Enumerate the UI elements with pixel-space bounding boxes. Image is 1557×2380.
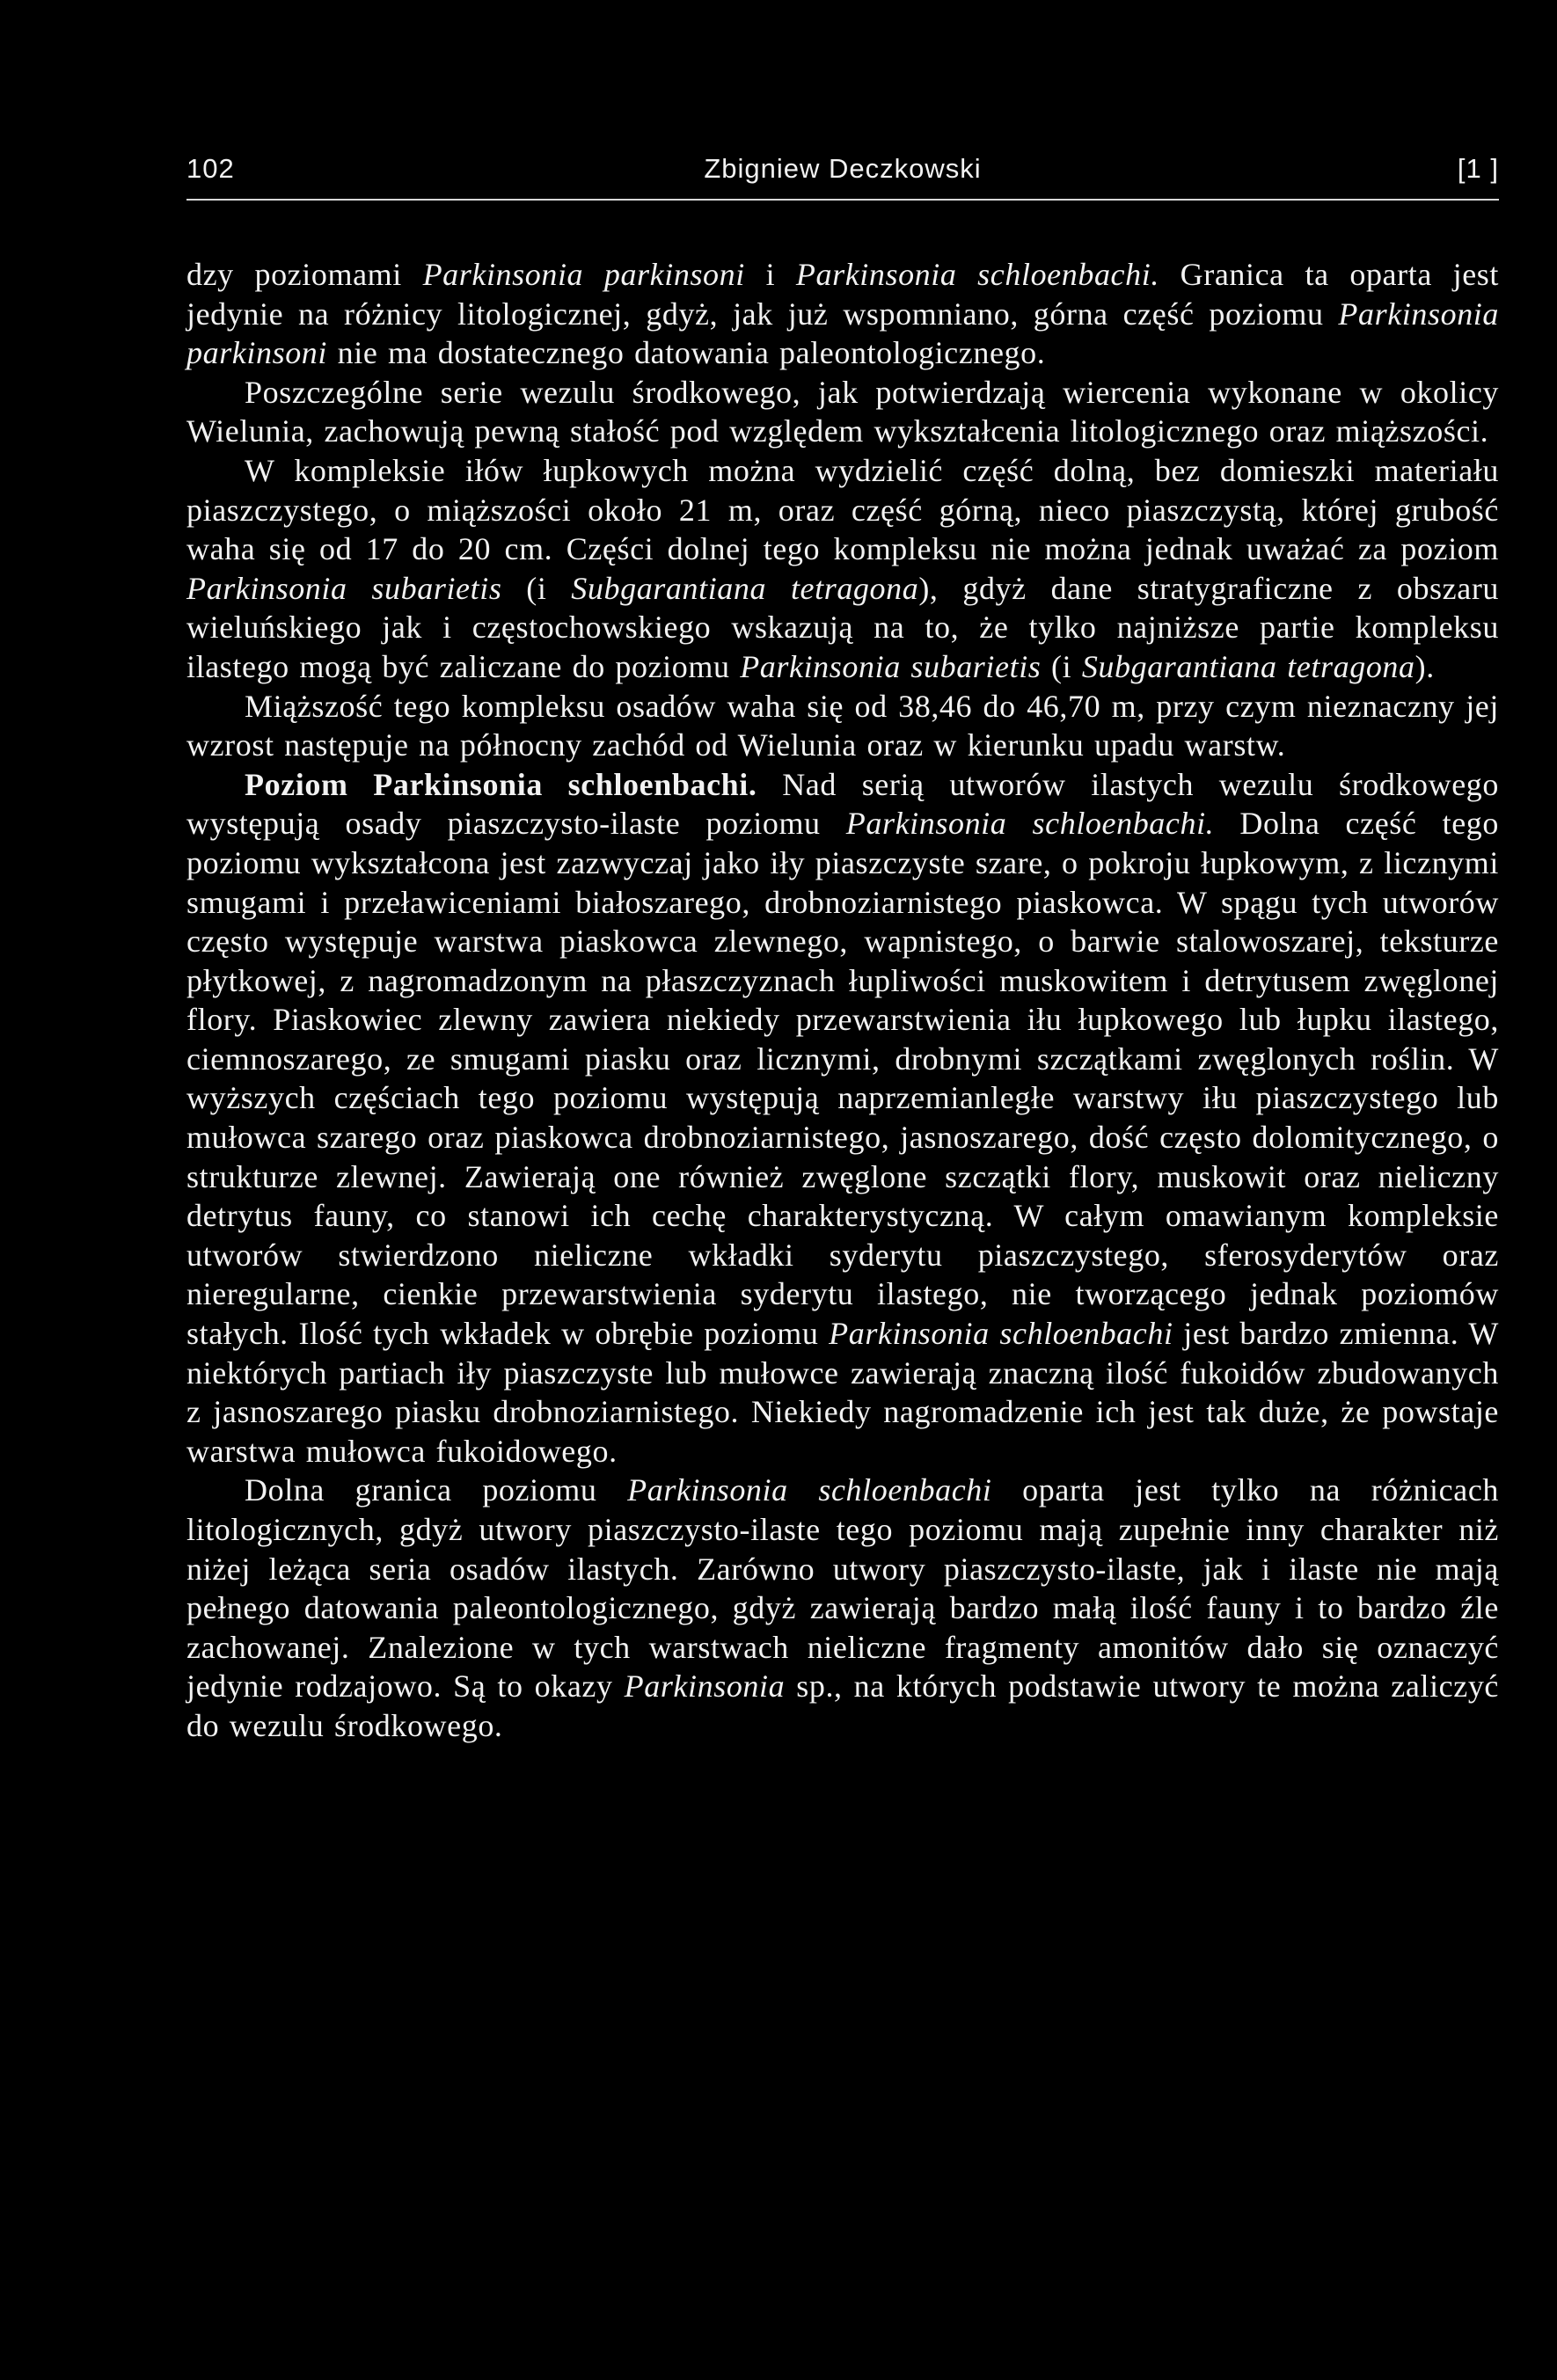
section-heading: Poziom Parkinsonia schloenbachi. xyxy=(245,766,757,802)
text-run: (i xyxy=(501,570,572,606)
running-header xyxy=(186,150,1499,195)
italic-text: Parkinsonia parkinsoni xyxy=(186,296,1499,371)
text-run: jest bardzo zmienna. W niektórych partiach iły piaszczyste lub mułowce zawierają znaczną ilość fukoidów zbudowanych z jasnoszarego piasku drobnoziarnistego. Niekiedy nagromadzenie ich jest tak duże, że powstaje warstwa mułowca fukoidowego. xyxy=(186,1316,1499,1469)
text-run: Dolna część tego poziomu wykształcona jest zazwyczaj jako iły piaszczyste szare, o pokroju łupkowym, z licznymi smugami i przeławiceniami białoszarego, drobnoziarnistego piaskowca. W spągu tych utworów często występuje warstwa piaskowca zlewnego, wapnistego, o barwie stalowoszarej, teksturze płytkowej, z nagromadzonym na płaszczyznach łupliwości muskowitem i detrytusem zwęglonej flory. Piaskowiec zlewny zawiera niekiedy przewarstwienia iłu łupkowego lub łupku ilastego, ciemnoszarego, ze smugami piasku oraz licznymi, drobnymi szczątkami zwęglonych roślin. W wyższych częściach tego poziomu występują naprzemianległe warstwy iłu piaszczystego lub mułowca szarego oraz piaskowca drobnoziarnistego, jasnoszarego, dość często dolomitycznego, o strukturze zlewnej. Zawierają one również zwęglone szczątki flory, muskowit oraz nieliczny detrytus fauny, co stanowi ich cechę charakterystyczną. W całym omawianym kompleksie utworów stwierdzono nieliczne wkładki syderytu piaszczystego, sferosyderytów oraz nieregularne, cienkie przewarstwienia syderytu ilastego, nie tworzącego jednak poziomów stałych. Ilość tych wkładek w obrębie poziomu xyxy=(186,806,1499,1352)
text-run: Miąższość tego kompleksu osadów waha się od 38,46 do 46,70 m, przy czym nieznaczny jej wzrost następuje na północny zachód od Wielunia oraz w kierunku upadu warstw. xyxy=(186,688,1499,763)
text-run: Poszczególne serie wezulu środkowego, jak potwierdzają wiercenia wykonane w okolicy Wielunia, zachowują pewną stałość pod względem wykształcenia litologicznego oraz miąższości. xyxy=(186,374,1499,449)
paragraph xyxy=(186,687,1499,765)
paragraph xyxy=(186,451,1499,687)
text-run: ), gdyż dane stratygraficzne z obszaru wieluńskiego jak i częstochowskiego wskazują na to, że tylko najniższe partie kompleksu ilastego mogą być zaliczane do poziomu xyxy=(186,570,1500,684)
text-run: Dolna granica poziomu xyxy=(245,1472,628,1508)
text-run: (i xyxy=(1041,648,1082,684)
text-run: W kompleksie iłów łupkowych można wydzielić część dolną, bez domieszki materiału piaszczystego, o miąższości około 21 m, oraz część górną, nieco piaszczystą, której grubość waha się od 17 do 20 cm. Części dolnej tego kompleksu nie można jednak uważać za poziom xyxy=(186,452,1499,567)
paragraph xyxy=(186,1471,1499,1745)
text-run: i xyxy=(744,257,796,292)
text-run: ). xyxy=(1414,648,1435,684)
running-author: Zbigniew Deczkowski xyxy=(704,153,982,184)
header-rule xyxy=(186,199,1499,201)
italic-text: Parkinsonia subarietis xyxy=(186,570,502,606)
body-text xyxy=(186,255,1499,1746)
running-reference: [1 ] xyxy=(1457,153,1499,184)
italic-text: Parkinsonia schloenbachi. xyxy=(795,257,1159,292)
italic-text: Parkinsonia parkinsoni xyxy=(422,257,745,292)
page-number: 102 xyxy=(186,153,235,184)
text-run: sp., na których podstawie utwory te można zaliczyć do wezulu środkowego. xyxy=(186,1668,1500,1743)
italic-text: Subgarantiana tetragona xyxy=(1081,648,1415,684)
italic-text: Parkinsonia subarietis xyxy=(740,648,1042,684)
text-run: nie ma dostatecznego datowania paleontologicznego. xyxy=(327,335,1046,371)
italic-text: Subgarantiana tetragona xyxy=(571,570,919,606)
paragraph xyxy=(186,765,1499,1471)
italic-text: Parkinsonia schloenbachi xyxy=(627,1472,992,1508)
text-run: Nad serią utworów ilastych wezulu środkowego występują osady piaszczysto-ilaste poziomu xyxy=(186,766,1499,842)
italic-text: Parkinsonia schloenbachi. xyxy=(845,806,1215,842)
text-run: Granica ta oparta jest jedynie na różnicy litologicznej, gdyż, jak już wspomniano, górna część poziomu xyxy=(186,257,1499,332)
text-run: oparta jest tylko na różnicach litologicznych, gdyż utwory piaszczysto-ilaste tego poziomu mają zupełnie inny charakter niż niżej leżąca seria osadów ilastych. Zarówno utwory piaszczysto-ilaste, jak i ilaste nie mają pełnego datowania paleontologicznego, gdyż zawierają bardzo małą ilość fauny i to bardzo źle zachowanej. Znalezione w tych warstwach nieliczne fragmenty amonitów dało się oznaczyć jedynie rodzajowo. Są to okazy xyxy=(186,1472,1499,1705)
italic-text: Parkinsonia xyxy=(624,1668,786,1705)
paragraph xyxy=(186,373,1499,451)
paragraph xyxy=(186,255,1499,373)
italic-text: Parkinsonia schloenbachi xyxy=(829,1316,1173,1352)
text-run: dzy poziomami xyxy=(186,257,423,292)
